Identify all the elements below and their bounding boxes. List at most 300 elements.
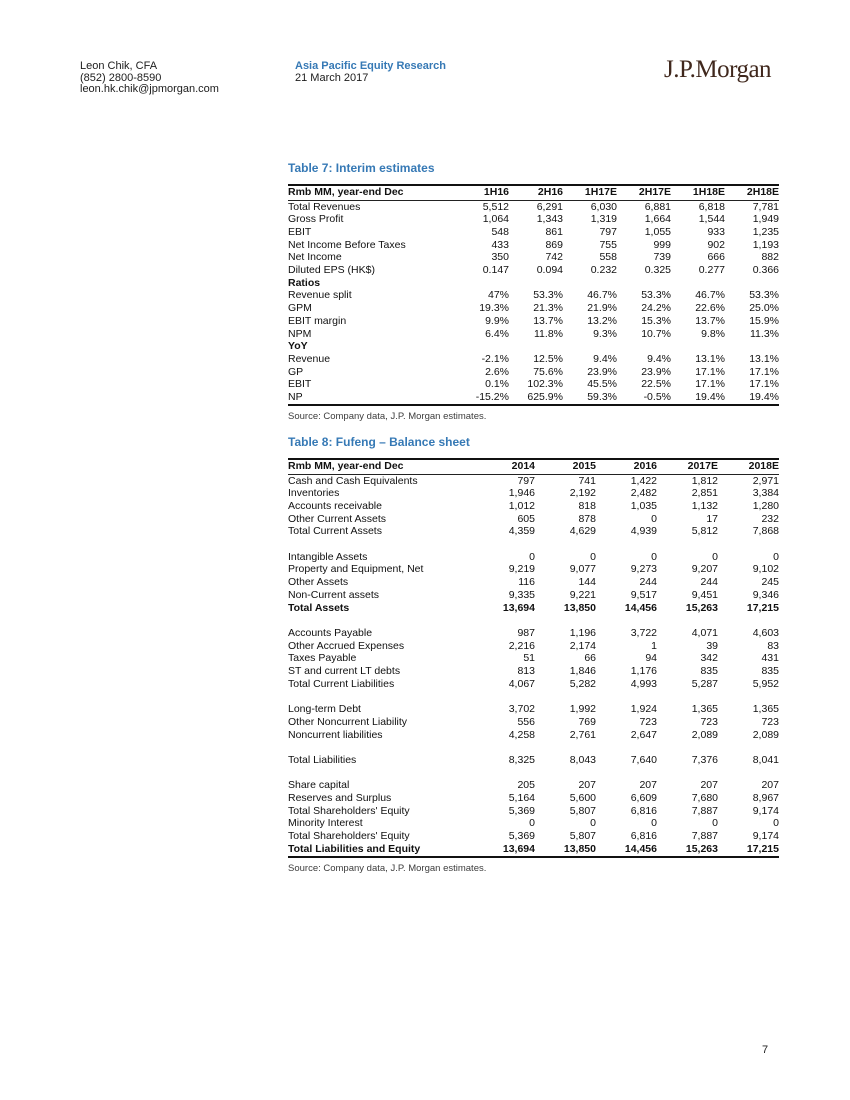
value-cell: 0.147 (482, 264, 509, 277)
value-cell: 24.2% (641, 302, 671, 315)
value-cell: 12.5% (533, 352, 563, 365)
column-header: 2H18E (746, 186, 779, 198)
table-row (288, 576, 779, 589)
value-cell: 53.3% (749, 289, 779, 302)
row-label-cell: Long-term Debt (288, 703, 361, 716)
value-cell: 605 (517, 512, 535, 525)
value-cell: 755 (599, 238, 617, 251)
row-label-cell: Reserves and Surplus (288, 792, 392, 805)
value-cell: 17,215 (746, 601, 779, 614)
value-cell (657, 690, 718, 703)
table-row (288, 289, 779, 302)
row-label-cell: Total Current Liabilities (288, 677, 395, 690)
table-row (288, 500, 779, 513)
row-label-cell: Total Shareholders' Equity (288, 804, 410, 817)
value-cell: 1,193 (752, 238, 779, 251)
value-cell: 3,702 (508, 703, 535, 716)
row-label-cell (288, 741, 474, 754)
value-cell: 0.094 (536, 264, 563, 277)
value-cell: 933 (707, 225, 725, 238)
row-label-cell: Noncurrent liabilities (288, 728, 383, 741)
value-cell: 813 (517, 665, 535, 678)
table-row (288, 665, 779, 678)
row-label-cell: GPM (288, 302, 312, 315)
value-cell: 4,603 (752, 626, 779, 639)
value-cell: 1,846 (569, 665, 596, 678)
value-cell: 4,939 (630, 525, 657, 538)
value-cell: 13.7% (533, 314, 563, 327)
value-cell: 433 (491, 238, 509, 251)
value-cell: 0 (712, 550, 718, 563)
row-label-cell: Minority Interest (288, 817, 363, 830)
row-label-cell: Total Liabilities (288, 753, 357, 766)
row-label-cell: Total Current Assets (288, 525, 382, 538)
value-cell: 25.0% (749, 302, 779, 315)
table-row (288, 366, 779, 379)
interim-estimates-table (288, 184, 779, 406)
value-cell: 8,041 (752, 753, 779, 766)
value-cell: -0.5% (643, 391, 671, 404)
value-cell: 53.3% (641, 289, 671, 302)
value-cell (657, 614, 718, 627)
value-cell: 723 (700, 715, 718, 728)
row-label-cell: Net Income Before Taxes (288, 238, 406, 251)
value-cell: 0 (773, 817, 779, 830)
value-cell: 882 (761, 251, 779, 264)
value-cell: 7,781 (752, 200, 779, 213)
value-cell (657, 767, 718, 780)
value-cell: 0 (712, 817, 718, 830)
value-cell: 4,071 (691, 626, 718, 639)
value-cell (563, 340, 617, 353)
value-cell: 902 (707, 238, 725, 251)
value-cell: 7,376 (691, 753, 718, 766)
table-header-row (288, 459, 779, 474)
value-cell (657, 538, 718, 551)
table-header-row (288, 185, 779, 200)
value-cell: 2,761 (569, 728, 596, 741)
row-label-cell: ST and current LT debts (288, 665, 401, 678)
row-label-cell: Ratios (288, 276, 321, 289)
spacer-row (288, 538, 779, 551)
value-cell: 1,812 (691, 474, 718, 487)
value-cell (596, 767, 657, 780)
value-cell: 19.3% (479, 302, 509, 315)
row-label-header: Rmb MM, year-end Dec (288, 460, 404, 472)
value-cell: 75.6% (533, 365, 563, 378)
value-cell: 9,221 (569, 588, 596, 601)
value-cell: 835 (761, 665, 779, 678)
row-label-cell: Other Noncurrent Liability (288, 715, 408, 728)
column-header: 2H17E (638, 186, 671, 198)
value-cell: 13.1% (695, 352, 725, 365)
value-cell: 13,850 (563, 601, 596, 614)
value-cell: -2.1% (481, 352, 509, 365)
value-cell (718, 538, 779, 551)
column-header: 2018E (748, 460, 779, 472)
value-cell: 1,365 (691, 703, 718, 716)
value-cell: 102.3% (527, 378, 563, 391)
balance-sheet-section (288, 435, 779, 874)
value-cell (535, 741, 596, 754)
value-cell: 6,816 (630, 804, 657, 817)
analyst-contact-block (80, 61, 219, 96)
value-cell: 8,325 (508, 753, 535, 766)
value-cell: 1,319 (590, 213, 617, 226)
value-cell: 6,291 (536, 200, 563, 213)
row-label-cell: Accounts receivable (288, 499, 382, 512)
value-cell (474, 741, 535, 754)
value-cell: 53.3% (533, 289, 563, 302)
value-cell (535, 690, 596, 703)
table-row (288, 602, 779, 615)
value-cell: 9,451 (691, 588, 718, 601)
row-label-cell: EBIT (288, 378, 312, 391)
value-cell: 0 (590, 550, 596, 563)
value-cell (657, 741, 718, 754)
value-cell: 6.4% (485, 327, 509, 340)
value-cell: 39 (706, 639, 718, 652)
source-note: Source: Company data, J.P. Morgan estimates. (288, 410, 487, 422)
value-cell: 13,694 (502, 601, 535, 614)
row-label-cell: Total Shareholders' Equity (288, 830, 410, 843)
spacer-row (288, 741, 779, 754)
value-cell: 9,077 (569, 563, 596, 576)
column-header: 2H16 (537, 186, 563, 198)
value-cell: 0.232 (590, 264, 617, 277)
value-cell: 5,600 (569, 792, 596, 805)
value-cell: 4,993 (630, 677, 657, 690)
value-cell: 2.6% (485, 365, 509, 378)
value-cell: 0 (651, 550, 657, 563)
table-row (288, 200, 779, 213)
row-label-cell: Other Assets (288, 576, 349, 589)
column-header: 1H17E (584, 186, 617, 198)
value-cell: 999 (653, 238, 671, 251)
column-header: 1H18E (692, 186, 725, 198)
table-row (288, 805, 779, 818)
value-cell: 723 (639, 715, 657, 728)
value-cell: 1,176 (630, 665, 657, 678)
value-cell: 818 (578, 499, 596, 512)
value-cell: 9,102 (752, 563, 779, 576)
table-title: Table 8: Fufeng – Balance sheet (288, 435, 470, 449)
jpmorgan-logo: J.P.Morgan (664, 56, 772, 83)
value-cell: 878 (578, 512, 596, 525)
table-row (288, 353, 779, 366)
value-cell (718, 767, 779, 780)
value-cell: 350 (491, 251, 509, 264)
value-cell: 15.3% (641, 314, 671, 327)
value-cell: 0.325 (644, 264, 671, 277)
value-cell: 5,164 (508, 792, 535, 805)
value-cell: 1,992 (569, 703, 596, 716)
value-cell: 0 (773, 550, 779, 563)
value-cell: 45.5% (587, 378, 617, 391)
value-cell: 23.9% (641, 365, 671, 378)
table-row (288, 716, 779, 729)
value-cell: 741 (578, 474, 596, 487)
table-row (288, 551, 779, 564)
column-header: 2014 (511, 460, 535, 472)
value-cell: 9,273 (630, 563, 657, 576)
value-cell: 9,517 (630, 588, 657, 601)
page-number: 7 (762, 1044, 769, 1056)
value-cell: 7,868 (752, 525, 779, 538)
value-cell: 17.1% (695, 378, 725, 391)
row-label-cell: Total Liabilities and Equity (288, 842, 421, 855)
value-cell: 1,544 (698, 213, 725, 226)
table-row (288, 315, 779, 328)
column-header: 2015 (572, 460, 596, 472)
value-cell: 46.7% (695, 289, 725, 302)
value-cell: 1,055 (644, 225, 671, 238)
table-row (288, 703, 779, 716)
value-cell: 1,235 (752, 225, 779, 238)
value-cell: 0 (529, 550, 535, 563)
value-cell: 207 (761, 779, 779, 792)
table-title: Table 7: Interim estimates (288, 161, 435, 175)
value-cell: 1,132 (691, 499, 718, 512)
value-cell: 15,263 (685, 842, 718, 855)
value-cell: 1,012 (508, 499, 535, 512)
table-row (288, 754, 779, 767)
value-cell: 2,851 (691, 487, 718, 500)
value-cell: 0.277 (698, 264, 725, 277)
value-cell: 7,680 (691, 792, 718, 805)
value-cell (596, 614, 657, 627)
value-cell: 723 (761, 715, 779, 728)
row-label-cell: NP (288, 391, 303, 404)
value-cell: 205 (517, 779, 535, 792)
row-label-cell: Non-Current assets (288, 588, 380, 601)
value-cell: 11.8% (534, 327, 563, 340)
table-row (288, 817, 779, 830)
value-cell: 94 (645, 652, 657, 665)
value-cell: 835 (700, 665, 718, 678)
value-cell: 14,456 (624, 842, 657, 855)
value-cell: 66 (584, 652, 596, 665)
table-row (288, 328, 779, 341)
analyst-name: Leon Chik, CFA (80, 60, 158, 72)
value-cell: 1,196 (569, 626, 596, 639)
value-cell: 13,850 (563, 842, 596, 855)
value-cell: 15,263 (685, 601, 718, 614)
value-cell: 9.3% (593, 327, 617, 340)
value-cell: 1,422 (630, 474, 657, 487)
value-cell: 207 (639, 779, 657, 792)
value-cell (718, 614, 779, 627)
table-row (288, 487, 779, 500)
table-row (288, 378, 779, 391)
row-label-cell: Net Income (288, 251, 342, 264)
value-cell: -15.2% (475, 391, 509, 404)
value-cell: 0 (651, 512, 657, 525)
value-cell (617, 277, 671, 290)
value-cell: 13.7% (695, 314, 725, 327)
row-label-cell: Total Revenues (288, 200, 361, 213)
row-label-cell: Total Assets (288, 601, 350, 614)
value-cell: 23.9% (587, 365, 617, 378)
publication-block (295, 61, 446, 84)
spacer-row (288, 614, 779, 627)
value-cell (671, 340, 725, 353)
table-row (288, 226, 779, 239)
value-cell: 83 (767, 639, 779, 652)
value-cell: 1,664 (644, 213, 671, 226)
value-cell: 4,629 (569, 525, 596, 538)
table-row (288, 264, 779, 277)
value-cell (535, 767, 596, 780)
spacer-row (288, 690, 779, 703)
value-cell: 6,609 (630, 792, 657, 805)
table-row (288, 391, 779, 405)
value-cell: 51 (523, 652, 535, 665)
value-cell: 9.8% (701, 327, 725, 340)
value-cell: 2,089 (691, 728, 718, 741)
value-cell (535, 614, 596, 627)
row-label-cell (288, 767, 474, 780)
value-cell: 666 (707, 251, 725, 264)
value-cell: 1,280 (752, 499, 779, 512)
table-row (288, 652, 779, 665)
value-cell: 2,089 (752, 728, 779, 741)
row-label-cell: Other Current Assets (288, 512, 387, 525)
value-cell: 9,207 (691, 563, 718, 576)
value-cell (474, 614, 535, 627)
value-cell: 7,887 (691, 830, 718, 843)
value-cell: 46.7% (587, 289, 617, 302)
value-cell: 1,064 (482, 213, 509, 226)
row-label-cell: YoY (288, 340, 308, 353)
value-cell: 342 (700, 652, 718, 665)
interim-estimates-section (288, 161, 779, 422)
row-label-cell: Revenue (288, 352, 331, 365)
source-note: Source: Company data, J.P. Morgan estimates. (288, 862, 487, 874)
publication-date: 21 March 2017 (295, 71, 369, 84)
value-cell (596, 538, 657, 551)
value-cell: 742 (545, 251, 563, 264)
value-cell: 9.4% (593, 352, 617, 365)
value-cell: 1,365 (752, 703, 779, 716)
row-label-cell: Taxes Payable (288, 652, 357, 665)
value-cell: 548 (491, 225, 509, 238)
value-cell: 19.4% (695, 391, 725, 404)
value-cell: 9,219 (508, 563, 535, 576)
value-cell: 116 (518, 576, 535, 589)
row-label-header: Rmb MM, year-end Dec (288, 186, 404, 198)
value-cell (474, 690, 535, 703)
value-cell: 3,722 (630, 626, 657, 639)
value-cell: 2,647 (630, 728, 657, 741)
table-row (288, 302, 779, 315)
value-cell: 207 (578, 779, 596, 792)
value-cell: 2,482 (630, 487, 657, 500)
value-cell: 9,346 (752, 588, 779, 601)
value-cell (596, 690, 657, 703)
row-label-cell: Diluted EPS (HK$) (288, 264, 375, 277)
value-cell: 3,384 (752, 487, 779, 500)
value-cell: 2,216 (508, 639, 535, 652)
table-row (288, 513, 779, 526)
spacer-row (288, 767, 779, 780)
analyst-email: leon.hk.chik@jpmorgan.com (80, 83, 219, 96)
publication-title: Asia Pacific Equity Research (295, 60, 447, 72)
value-cell: 5,807 (569, 804, 596, 817)
value-cell: 558 (599, 251, 617, 264)
row-label-cell: Intangible Assets (288, 550, 368, 563)
table-row (288, 213, 779, 226)
value-cell: 1,343 (536, 213, 563, 226)
value-cell (509, 277, 563, 290)
value-cell: 6,818 (698, 200, 725, 213)
value-cell: 17.1% (749, 365, 779, 378)
value-cell: 22.6% (695, 302, 725, 315)
value-cell: 207 (700, 779, 718, 792)
value-cell: 21.3% (533, 302, 563, 315)
value-cell: 0.366 (752, 264, 779, 277)
value-cell (725, 340, 779, 353)
value-cell: 4,067 (508, 677, 535, 690)
value-cell (718, 741, 779, 754)
value-cell: 861 (545, 225, 563, 238)
value-cell: 625.9% (527, 391, 563, 404)
row-label-cell: Other Accrued Expenses (288, 639, 405, 652)
row-label-cell: Revenue split (288, 289, 352, 302)
value-cell: 144 (578, 576, 596, 589)
value-cell: 2,971 (752, 474, 779, 487)
value-cell: 5,512 (482, 200, 509, 213)
value-cell: 6,881 (644, 200, 671, 213)
value-cell: 7,640 (630, 753, 657, 766)
value-cell (563, 277, 617, 290)
row-label-cell: Gross Profit (288, 213, 344, 226)
row-label-cell (288, 538, 474, 551)
value-cell: 232 (761, 512, 779, 525)
table-row (288, 640, 779, 653)
value-cell: 244 (700, 576, 718, 589)
row-label-cell: Accounts Payable (288, 626, 373, 639)
value-cell: 5,812 (691, 525, 718, 538)
table-row (288, 277, 779, 290)
value-cell: 0.1% (485, 378, 509, 391)
value-cell: 431 (761, 652, 779, 665)
value-cell: 5,287 (691, 677, 718, 690)
table-row (288, 678, 779, 691)
value-cell: 17.1% (695, 365, 725, 378)
value-cell: 739 (653, 251, 671, 264)
value-cell: 244 (639, 576, 657, 589)
table-row (288, 830, 779, 843)
value-cell (474, 538, 535, 551)
value-cell (535, 538, 596, 551)
table-row (288, 779, 779, 792)
balance-sheet-table (288, 458, 779, 858)
value-cell (474, 767, 535, 780)
value-cell: 6,030 (590, 200, 617, 213)
value-cell: 9.4% (647, 352, 671, 365)
value-cell: 8,967 (752, 792, 779, 805)
table-row (288, 792, 779, 805)
row-label-cell: GP (288, 365, 304, 378)
value-cell: 1,946 (508, 487, 535, 500)
value-cell: 8,043 (569, 753, 596, 766)
value-cell: 9,174 (752, 804, 779, 817)
value-cell: 797 (517, 474, 535, 487)
value-cell: 9,335 (508, 588, 535, 601)
value-cell: 0 (651, 817, 657, 830)
table-row (288, 525, 779, 538)
